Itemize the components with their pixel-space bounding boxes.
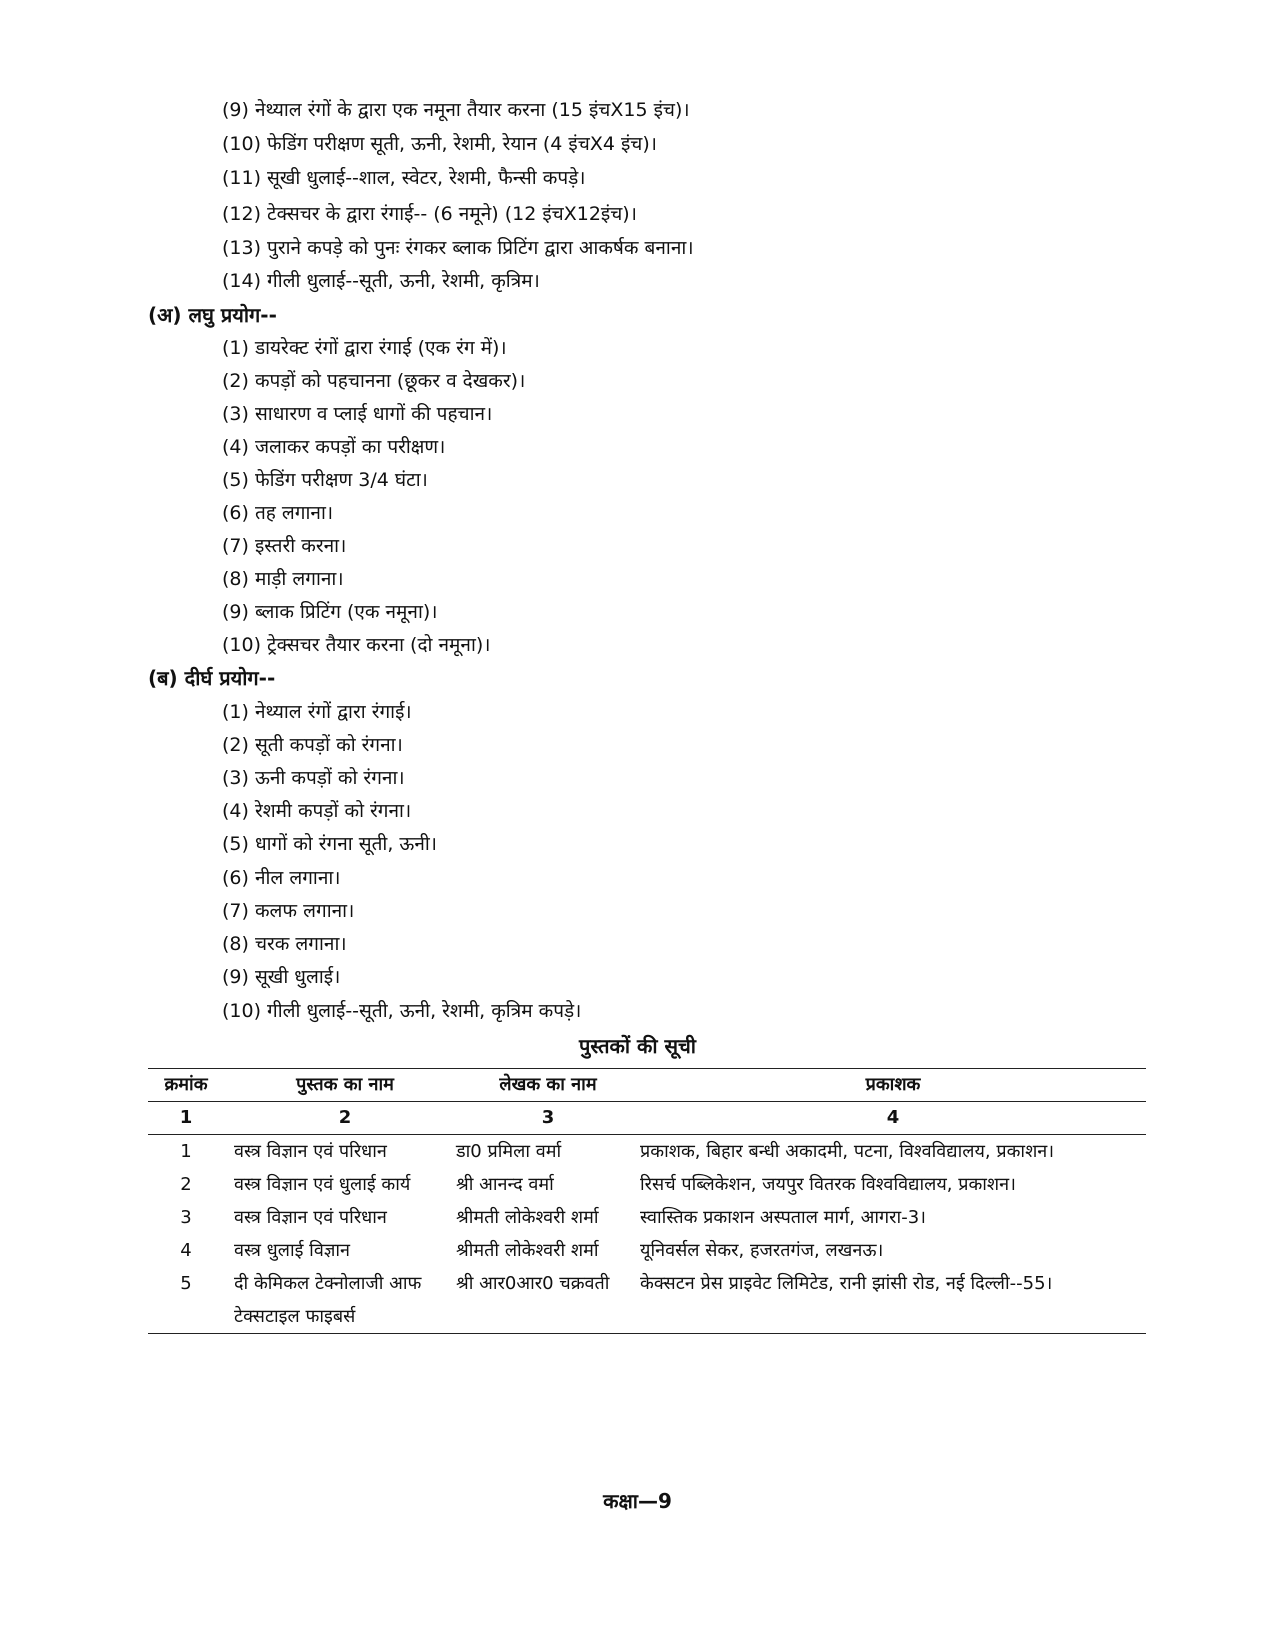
table-row	[148, 1135, 1146, 1169]
cell-publisher: प्रकाशक, बिहार बन्धी अकादमी, पटना, विश्वविद्यालय, प्रकाशन।	[640, 1141, 1055, 1162]
book-list-table	[148, 1068, 1146, 1334]
cell-publisher: स्वास्तिक प्रकाशन अस्पताल मार्ग, आगरा-3।	[640, 1207, 926, 1228]
list-item: (11) सूखी धुलाई--शाल, स्वेटर, रेशमी, फैन्सी कपड़े।	[222, 167, 586, 189]
cell-serial: 2	[180, 1174, 192, 1195]
cell-book-name: दी केमिकल टेक्नोलाजी आफ टेक्सटाइल फाइबर्स	[224, 1267, 456, 1334]
section-heading-a: (अ) लघु प्रयोग--	[148, 303, 277, 327]
list-item: (3) साधारण व प्लाई धागों की पहचान।	[222, 403, 493, 425]
table-number-row	[148, 1102, 1146, 1135]
cell-book-name: वस्त्र धुलाई विज्ञान	[234, 1240, 351, 1261]
list-item: (5) फेडिंग परीक्षण 3/4 घंटा।	[222, 469, 428, 491]
cell-book-name: वस्त्र विज्ञान एवं परिधान	[234, 1207, 387, 1228]
list-item: (1) नेथ्याल रंगों द्वारा रंगाई।	[222, 701, 412, 723]
col-number: 1	[148, 1102, 224, 1135]
list-item: (8) चरक लगाना।	[222, 933, 347, 955]
book-list-title: पुस्तकों की सूची	[579, 1034, 696, 1058]
list-item: (4) जलाकर कपड़ों का परीक्षण।	[222, 436, 446, 458]
col-header-book-name: पुस्तक का नाम	[224, 1069, 456, 1102]
list-item: (7) इस्तरी करना।	[222, 535, 347, 557]
cell-author: श्रीमती लोकेश्वरी शर्मा	[456, 1240, 599, 1261]
page-footer: कक्षा—9	[603, 1489, 672, 1513]
list-item: (10) गीली धुलाई--सूती, ऊनी, रेशमी, कृत्रिम कपड़े।	[222, 1000, 582, 1022]
cell-author: डा0 प्रमिला वर्मा	[456, 1141, 562, 1162]
col-header-serial: क्रमांक	[148, 1069, 224, 1102]
cell-publisher: रिसर्च पब्लिकेशन, जयपुर वितरक विश्वविद्यालय, प्रकाशन।	[640, 1174, 1016, 1195]
col-number: 2	[224, 1102, 456, 1135]
table-header-row	[148, 1069, 1146, 1102]
list-item: (10) फेडिंग परीक्षण सूती, ऊनी, रेशमी, रेयान (4 इंचX4 इंच)।	[222, 133, 657, 155]
list-item: (12) टेक्सचर के द्वारा रंगाई-- (6 नमूने) (12 इंचX12इंच)।	[222, 203, 637, 225]
cell-book-name: वस्त्र विज्ञान एवं परिधान	[234, 1141, 387, 1162]
list-item: (1) डायरेक्ट रंगों द्वारा रंगाई (एक रंग में)।	[222, 337, 507, 359]
cell-serial: 1	[180, 1141, 192, 1162]
cell-serial: 4	[180, 1240, 192, 1261]
list-item: (14) गीली धुलाई--सूती, ऊनी, रेशमी, कृत्रिम।	[222, 270, 540, 292]
list-item: (13) पुराने कपड़े को पुनः रंगकर ब्लाक प्रिटिंग द्वारा आकर्षक बनाना।	[222, 237, 694, 259]
col-header-publisher: प्रकाशक	[640, 1069, 1146, 1102]
table-row	[148, 1267, 1146, 1334]
list-item: (10) ट्रेक्सचर तैयार करना (दो नमूना)।	[222, 634, 491, 656]
list-item: (9) नेथ्याल रंगों के द्वारा एक नमूना तैयार करना (15 इंचX15 इंच)।	[222, 99, 690, 121]
list-item: (9) सूखी धुलाई।	[222, 966, 341, 988]
cell-author: श्री आनन्द वर्मा	[456, 1174, 554, 1195]
cell-author: श्रीमती लोकेश्वरी शर्मा	[456, 1207, 599, 1228]
table-row	[148, 1201, 1146, 1234]
list-item: (2) कपड़ों को पहचानना (छूकर व देखकर)।	[222, 370, 526, 392]
list-item: (6) नील लगाना।	[222, 867, 341, 889]
list-item: (2) सूती कपड़ों को रंगना।	[222, 734, 403, 756]
cell-serial: 5	[148, 1267, 224, 1334]
list-item: (8) माड़ी लगाना।	[222, 568, 344, 590]
list-item: (4) रेशमी कपड़ों को रंगना।	[222, 800, 412, 822]
cell-publisher: यूनिवर्सल सेकर, हजरतगंज, लखनऊ।	[640, 1240, 884, 1261]
cell-publisher: केक्सटन प्रेस प्राइवेट लिमिटेड, रानी झांसी रोड, नई दिल्ली--55।	[640, 1267, 1146, 1334]
list-item: (6) तह लगाना।	[222, 502, 334, 524]
table-row	[148, 1168, 1146, 1201]
section-heading-b: (ब) दीर्घ प्रयोग--	[148, 666, 276, 690]
list-item: (9) ब्लाक प्रिटिंग (एक नमूना)।	[222, 601, 438, 623]
cell-author: श्री आर0आर0 चक्रवती	[456, 1267, 640, 1334]
cell-book-name: वस्त्र विज्ञान एवं धुलाई कार्य	[234, 1174, 411, 1195]
list-item: (3) ऊनी कपड़ों को रंगना।	[222, 767, 405, 789]
list-item: (7) कलफ लगाना।	[222, 900, 355, 922]
list-item: (5) धागों को रंगना सूती, ऊनी।	[222, 833, 437, 855]
cell-serial: 3	[180, 1207, 192, 1228]
col-number: 4	[640, 1102, 1146, 1135]
table-row	[148, 1234, 1146, 1267]
col-number: 3	[456, 1102, 640, 1135]
col-header-author: लेखक का नाम	[456, 1069, 640, 1102]
